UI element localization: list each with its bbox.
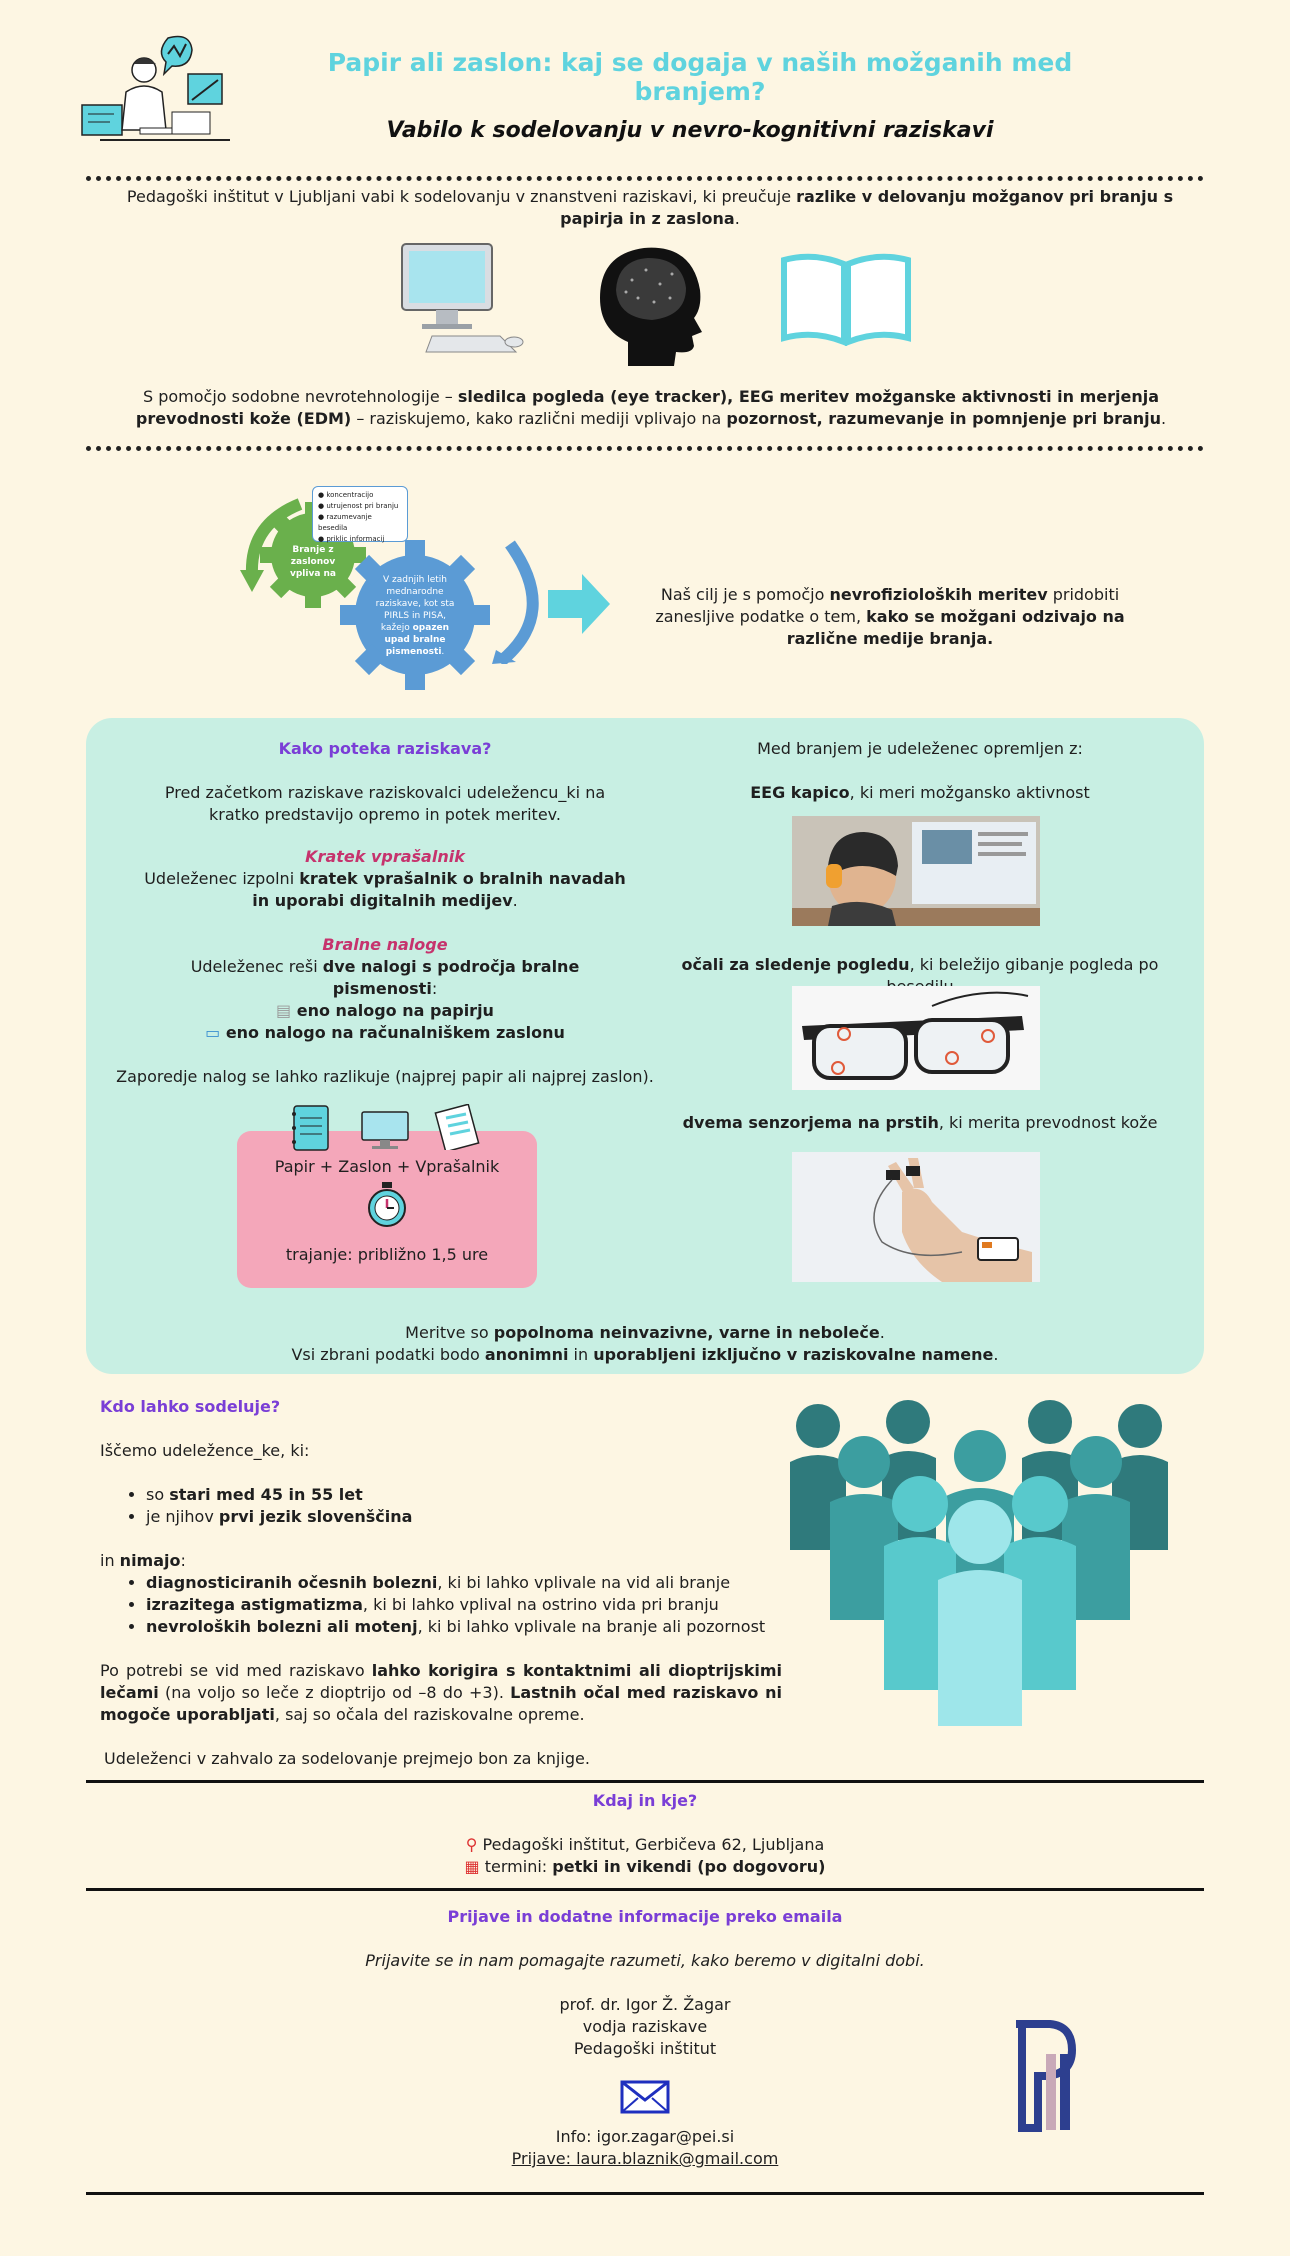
tasks-text: Udeleženec reši dve nalogi s področja bralne pismenosti:	[190, 957, 580, 998]
exclusion-item: • diagnosticiranih očesnih bolezni, ki bi lahko vplivale na vid ali branje	[146, 1572, 800, 1594]
research-goal: Naš cilj je s pomočjo nevrofizioloških meritev pridobiti zanesljive podatke o tem, kako se možgani odzivajo na različne medije branja.	[655, 585, 1125, 648]
laptop-icon: ▭	[205, 1023, 221, 1042]
divider	[86, 176, 1204, 181]
note-item: ● razumevanje besedila	[318, 513, 372, 532]
page-subtitle: Vabilo k sodelovanju v nevro-kognitivni raziskavi	[386, 118, 994, 143]
eye-tracker-photo	[792, 986, 1040, 1090]
safety-line-2: Vsi zbrani podatki bodo anonimni in uporabljeni izključno v raziskovalne namene.	[291, 1345, 999, 1364]
book-icon	[780, 250, 912, 346]
questionnaire-heading: Kratek vprašalnik	[305, 847, 465, 866]
divider	[86, 2192, 1204, 2195]
calendar-icon: ▦	[464, 1857, 480, 1876]
criteria-item: • so stari med 45 in 55 let	[146, 1484, 780, 1506]
edm-text: dvema senzorjema na prstih, ki merita prevodnost kože	[682, 1113, 1158, 1132]
technology-text: S pomočjo sodobne nevrotehnologije – sledilca pogleda (eye tracker), EEG meritev možganske aktivnosti in merjenja prevodnosti kože (EDM) – raziskujemo, kako različni mediji vplivajo na pozornost, razumevanje in pomnjenje pri branju.	[135, 387, 1167, 428]
apply-email-link[interactable]: Prijave: laura.blaznik@gmail.com	[511, 2149, 779, 2168]
divider	[86, 1888, 1204, 1891]
computer-icon	[396, 240, 530, 362]
contact-name: prof. dr. Igor Ž. Žagar	[559, 1995, 731, 2014]
vision-correction-text: Po potrebi se vid med raziskavo lahko korigira s kontaktnimi ali dioptrijskimi lečami (na voljo so leče z dioptrijo od –8 do +3). Lastnih očal med raziskavo ni mogoče uporabljati, saj so očala del raziskovalne opreme.	[100, 1661, 782, 1724]
divider	[86, 446, 1204, 451]
summary-text: Papir + Zaslon + Vprašalnik	[274, 1157, 500, 1176]
exclusion-intro: in nimajo:	[100, 1551, 186, 1570]
edm-sensor-photo	[792, 1152, 1040, 1282]
page-icon: ▤	[276, 1001, 292, 1020]
terms-text: ▦ termini: petki in vikendi (po dogovoru)	[464, 1857, 826, 1876]
equipment-heading: Med branjem je udeleženec opremljen z:	[757, 739, 1083, 758]
note-item: ● utrujenost pri branju	[318, 502, 399, 510]
procedure-heading: Kako poteka raziskava?	[278, 739, 492, 758]
task-screen: ▭ eno nalogo na računalniškem zaslonu	[205, 1023, 565, 1042]
exclusion-list	[100, 1572, 800, 1638]
tasks-heading: Bralne naloge	[322, 935, 448, 954]
task-order: Zaporedje nalog se lahko razlikuje (najprej papir ali najprej zaslon).	[116, 1067, 654, 1086]
stopwatch-icon	[366, 1182, 408, 1228]
info-email[interactable]: Info: igor.zagar@pei.si	[555, 2127, 735, 2146]
contact-role: vodja raziskave	[582, 2017, 708, 2036]
divider	[86, 1780, 1204, 1783]
page-title: Papir ali zaslon: kaj se dogaja v naših možganih med branjem?	[327, 48, 1073, 106]
questionnaire-text: Udeleženec izpolni kratek vprašalnik o bralnih navadah in uporabi digitalnih medijev.	[144, 869, 626, 910]
notebook-icon	[290, 1104, 332, 1152]
people-group-icon	[790, 1400, 1170, 1730]
questionnaire-icon	[432, 1104, 484, 1150]
note-item: ● priklic informacij	[318, 535, 385, 543]
task-paper: ▤ eno nalogo na papirju	[276, 1001, 494, 1020]
note-item: ● koncentracijo	[318, 491, 374, 499]
location-text: ⚲ Pedagoški inštitut, Gerbičeva 62, Ljubljana	[465, 1835, 825, 1854]
when-heading: Kdaj in kje?	[592, 1791, 698, 1810]
criteria-item: • je njihov prvi jezik slovenščina	[146, 1506, 780, 1528]
who-intro: Iščemo udeležence_ke, ki:	[100, 1441, 310, 1460]
monitor-icon	[360, 1110, 410, 1150]
contact-org: Pedagoški inštitut	[573, 2039, 717, 2058]
procedure-intro: Pred začetkom raziskave raziskovalci udeležencu_ki na kratko predstavijo opremo in potek meritev.	[164, 783, 606, 824]
blue-gear-text: V zadnjih letih mednarodne raziskave, kot sta PIRLS in PISA, kažejo opazen upad bralne pismenosti.	[375, 575, 455, 657]
eye-tracker-text: očali za sledenje pogledu, ki beležijo gibanje pogleda po	[681, 955, 1159, 974]
criteria-list	[100, 1484, 780, 1528]
safety-line-1: Meritve so popolnoma neinvazivne, varne in neboleče.	[405, 1323, 885, 1342]
institute-logo	[1010, 2016, 1080, 2136]
pin-icon: ⚲	[465, 1835, 478, 1854]
eeg-cap-photo	[792, 816, 1040, 926]
exclusion-item: • nevroloških bolezni ali motenj, ki bi lahko vplivale na branje ali pozornost	[146, 1616, 800, 1638]
header-illustration	[80, 30, 240, 160]
contact-invite: Prijavite se in nam pomagajte razumeti, kako beremo v digitalni dobi.	[365, 1951, 925, 1970]
duration-text: trajanje: približno 1,5 ure	[285, 1245, 489, 1264]
eeg-text: EEG kapico, ki meri možgansko aktivnost	[750, 783, 1090, 802]
brain-head-icon	[588, 240, 708, 368]
contact-heading: Prijave in dodatne informacije preko emaila	[447, 1907, 843, 1926]
mail-icon[interactable]	[620, 2080, 670, 2114]
intro-text: Pedagoški inštitut v Ljubljani vabi k sodelovanju v znanstveni raziskavi, ki preučuje razlike v delovanju možganov pri branju s papirja in z zaslona.	[126, 187, 1174, 228]
reward-text: Udeleženci v zahvalo za sodelovanje prejmejo bon za knjige.	[104, 1749, 590, 1768]
green-gear-text: Branje z zaslonov vpliva na	[289, 545, 337, 579]
who-heading: Kdo lahko sodeluje?	[100, 1397, 281, 1416]
exclusion-item: • izrazitega astigmatizma, ki bi lahko vplival na ostrino vida pri branju	[146, 1594, 800, 1616]
effects-note	[312, 486, 408, 542]
right-arrow-icon	[548, 572, 612, 636]
